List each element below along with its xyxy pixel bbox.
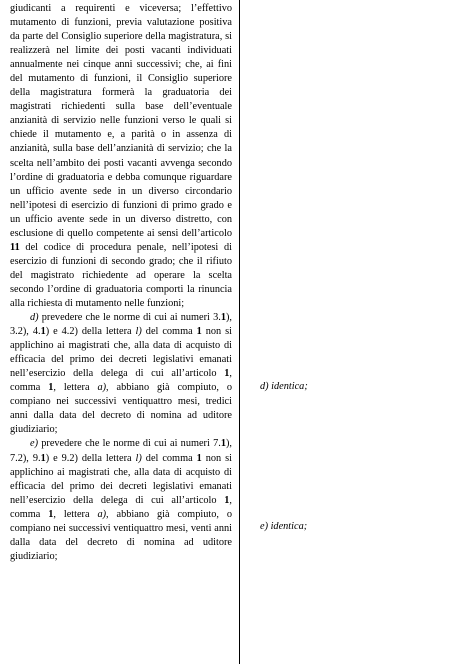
- paragraph-e-text: prevedere che le norme di cui ai numeri 7.: [38, 438, 221, 450]
- bold-number: 1: [224, 368, 230, 380]
- paragraph-c-text: giudicanti a requirenti e viceversa; l’effettivo mutamento di funzioni, previa valutazione positiva da parte del Consiglio superiore della magistratura, si realizzerà nel limite dei posti vacanti individuati annualmente nei cinque anni successivi; che, ai fini del mutamento di funzioni, il Consiglio superiore della magistratura formerà la graduatoria dei magistrati richiedenti sulla base dell’eventuale anzianità di servizio nelle funzioni verso le quali si chiede il mutamento e, a parità o in assenza di anzianità, sulla base dell’anzianità di servizio; che la scelta nell’ambito dei posti vacanti avvenga secondo l’ordine di graduatoria e debba comunque riguardare un ufficio avente sede in un diverso circondario nell’ipotesi di esercizio di funzioni di primo grado e un ufficio avente sede in un diverso distretto, con esclusione di quello competente ai sensi dell’articolo: [10, 3, 232, 239]
- letter-reference: a): [97, 508, 107, 520]
- paragraph-e: [10, 437, 232, 563]
- paragraph-d-text: , lettera: [53, 382, 98, 394]
- paragraph-e-letter: e): [30, 438, 38, 450]
- paragraph-c-continued: [10, 2, 232, 311]
- paragraph-e-text: , comma: [10, 494, 232, 520]
- paragraph-e-text: ), 7.2), 9.: [10, 438, 232, 464]
- paragraph-d: [10, 311, 232, 437]
- bold-number: 1: [40, 326, 46, 338]
- letter-reference: a): [97, 382, 107, 394]
- paragraph-e-text: ) e 9.2) della lettera: [45, 452, 136, 464]
- right-entry-d-text: d) identica;: [260, 381, 308, 392]
- letter-reference: l): [135, 452, 142, 464]
- bold-number: 1: [48, 382, 54, 394]
- left-column-text: [10, 2, 232, 564]
- bold-number: 1: [196, 326, 202, 338]
- paragraph-d-text: non si applichino ai magistrati che, alla data di acquisto di efficacia del primo dei decreti legislativi emanati nell’esercizio della delega di cui all’articolo: [10, 326, 232, 380]
- right-entry-e-text: e) identica;: [260, 521, 308, 532]
- paragraph-d-text: ), 3.2), 4.: [10, 312, 232, 338]
- paragraph-e-text: non si applichino ai magistrati che, alla data di acquisto di efficacia del primo dei decreti legislativi emanati nell’esercizio della delega di cui all’articolo: [10, 452, 232, 506]
- article-number: 11: [10, 241, 20, 253]
- bold-number: 1: [224, 494, 230, 506]
- paragraph-e-text: , lettera: [53, 508, 98, 520]
- paragraph-e-text: , abbiano già compiuto, o compiano nei successivi ventiquattro mesi, venti anni dalla data del decreto di nomina ad uditore giudiziario;: [10, 508, 232, 562]
- bold-number: 1: [48, 508, 54, 520]
- paragraph-d-text: del comma: [141, 326, 197, 338]
- paragraph-e-text: del comma: [141, 452, 197, 464]
- paragraph-d-text: prevedere che le norme di cui ai numeri 3.: [38, 312, 221, 324]
- paragraph-d-letter: d): [30, 312, 39, 324]
- letter-reference: l): [135, 326, 142, 338]
- bold-number: 1: [220, 438, 226, 450]
- bold-number: 1: [220, 312, 226, 324]
- right-entry-d: [248, 380, 308, 394]
- paragraph-d-text: , comma: [10, 368, 232, 394]
- bold-number: 1: [40, 452, 46, 464]
- paragraph-c-end: del codice di procedura penale, nell’ipotesi di esercizio di funzioni di secondo grado; che il rifiuto del magistrato richiedente ad operare la scelta secondo l’ordine di graduatoria comporti la rinuncia alla richiesta di mutamento nelle funzioni;: [10, 241, 232, 309]
- right-entry-e: [248, 520, 307, 534]
- paragraph-d-text: , abbiano già compiuto, o compiano nei successivi ventiquattro mesi, tredici anni dalla data del decreto di nomina ad uditore giudiziario;: [10, 382, 232, 436]
- paragraph-d-text: ) e 4.2) della lettera: [45, 326, 136, 338]
- column-divider: [239, 0, 240, 664]
- bold-number: 1: [196, 452, 202, 464]
